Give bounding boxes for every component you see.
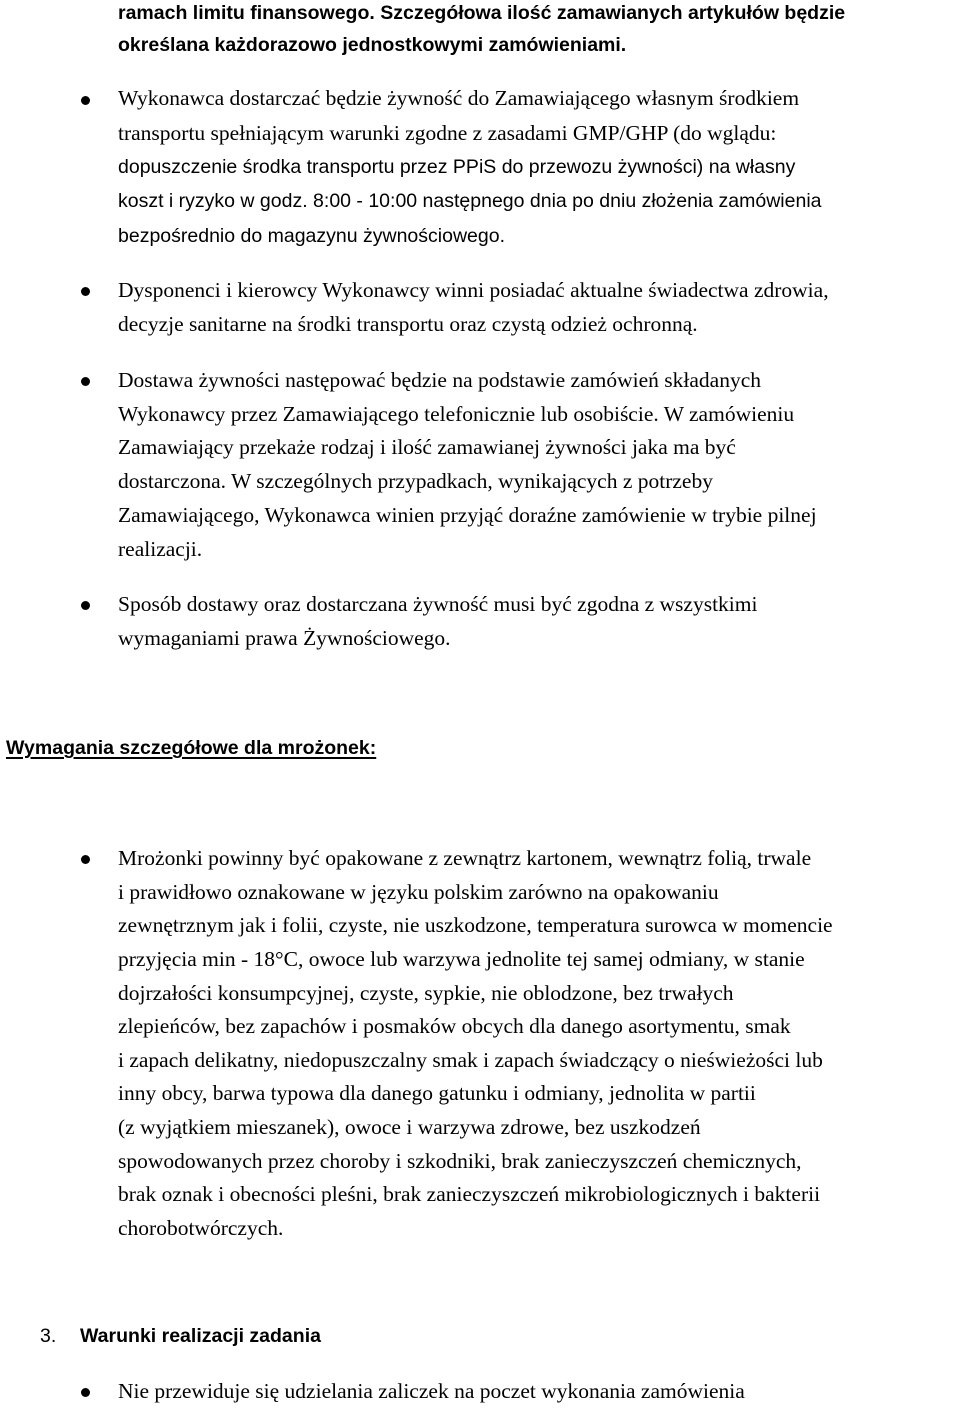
- list-item-line: transportu spełniającym warunki zgodne z zasadami GMP/GHP (do wglądu:: [118, 121, 777, 145]
- list-item-line: Wykonawca dostarczać będzie żywność do Zamawiającego własnym środkiem: [118, 86, 800, 110]
- list-item-line: Zamawiający przekaże rodzaj i ilość zamawianej żywności jaka ma być: [118, 435, 736, 459]
- list-item-line: bezpośrednio do magazynu żywnościowego.: [118, 225, 505, 247]
- list-item-line: dojrzałości konsumpcyjnej, czyste, sypkie, nie oblodzone, bez trwałych: [118, 981, 734, 1005]
- bullet-icon: [81, 1388, 90, 1397]
- list-item-line: zewnętrznym jak i folii, czyste, nie uszkodzone, temperatura surowca w momencie: [118, 913, 833, 937]
- section-heading: Wymagania szczegółowe dla mrożonek:: [6, 737, 377, 759]
- list-item-line: Dostawa żywności następować będzie na podstawie zamówień składanych: [118, 368, 761, 392]
- list-item-line: chorobotwórczych.: [118, 1216, 284, 1240]
- list-item-line: i prawidłowo oznakowane w języku polskim zarówno na opakowaniu: [118, 880, 719, 904]
- list-item-line: Zamawiającego, Wykonawca winien przyjąć doraźne zamówienie w trybie pilnej: [118, 503, 817, 527]
- text-line: określana każdorazowo jednostkowymi zamówieniami.: [118, 34, 627, 56]
- list-item-line: zlepieńców, bez zapachów i posmaków obcych dla danego asortymentu, smak: [118, 1014, 791, 1038]
- list-item-line: Nie przewiduje się udzielania zaliczek na poczet wykonania zamówienia: [118, 1379, 745, 1403]
- list-item-line: dopuszczenie środka transportu przez PPiS do przewozu żywności) na własny: [118, 156, 796, 178]
- list-item-line: dostarczona. W szczególnych przypadkach, wynikających z potrzeby: [118, 469, 713, 493]
- list-item-line: Sposób dostawy oraz dostarczana żywność musi być zgodna z wszystkimi: [118, 592, 758, 616]
- list-item-line: przyjęcia min - 18°C, owoce lub warzywa jednolite tej samej odmiany, w stanie: [118, 947, 805, 971]
- section-number: 3.: [40, 1325, 57, 1347]
- list-item-line: Mrożonki powinny być opakowane z zewnątrz kartonem, wewnątrz folią, trwale: [118, 846, 812, 870]
- list-item-line: realizacji.: [118, 537, 203, 561]
- bullet-icon: [81, 96, 90, 105]
- bullet-icon: [81, 855, 90, 864]
- list-item-line: koszt i ryzyko w godz. 8:00 - 10:00 następnego dnia po dniu złożenia zamówienia: [118, 190, 822, 212]
- list-item-line: inny obcy, barwa typowa dla danego gatunku i odmiany, jednolita w partii: [118, 1081, 756, 1105]
- section-title: Warunki realizacji zadania: [80, 1325, 321, 1347]
- list-item-line: Wykonawcy przez Zamawiającego telefonicznie lub osobiście. W zamówieniu: [118, 402, 795, 426]
- list-item-line: Dysponenci i kierowcy Wykonawcy winni posiadać aktualne świadectwa zdrowia,: [118, 278, 829, 302]
- bullet-icon: [81, 601, 90, 610]
- text-line: ramach limitu finansowego. Szczegółowa ilość zamawianych artykułów będzie: [118, 2, 846, 24]
- list-item-line: brak oznak i obecności pleśni, brak zanieczyszczeń mikrobiologicznych i bakterii: [118, 1182, 821, 1206]
- list-item-line: wymaganiami prawa Żywnościowego.: [118, 626, 451, 650]
- bullet-icon: [81, 377, 90, 386]
- list-item-line: i zapach delikatny, niedopuszczalny smak i zapach świadczący o nieświeżości lub: [118, 1048, 823, 1072]
- list-item-line: (z wyjątkiem mieszanek), owoce i warzywa zdrowe, bez uszkodzeń: [118, 1115, 701, 1139]
- bullet-icon: [81, 287, 90, 296]
- list-item-line: decyzje sanitarne na środki transportu oraz czystą odzież ochronną.: [118, 312, 698, 336]
- list-item-line: spowodowanych przez choroby i szkodniki, brak zanieczyszczeń chemicznych,: [118, 1149, 802, 1173]
